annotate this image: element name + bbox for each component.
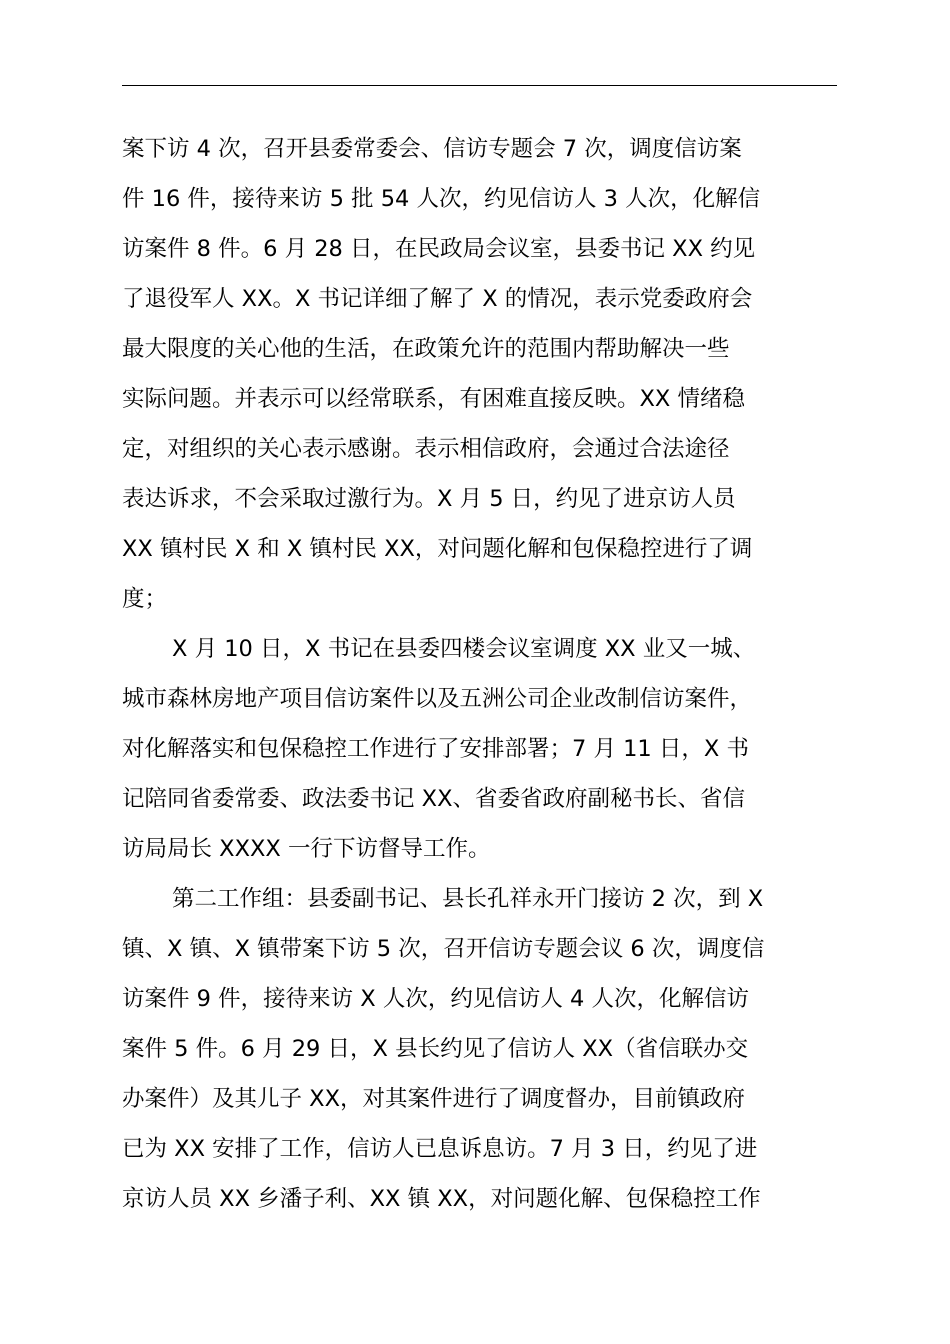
header-rule — [122, 85, 837, 86]
text-line-9: XX 镇村民 X 和 X 镇村民 XX，对问题化解和包保稳控进行了调 — [122, 536, 753, 562]
document-body — [122, 124, 862, 1224]
text-line-13: 对化解落实和包保稳控工作进行了安排部署；7 月 11 日，X 书 — [122, 736, 749, 762]
text-line-4: 了退役军人 XX。X 书记详细了解了 X 的情况，表示党委政府会 — [122, 286, 753, 312]
text-line-19: 案件 5 件。6 月 29 日，X 县长约见了信访人 XX（省信联办交 — [122, 1036, 749, 1062]
text-line-14: 记陪同省委常委、政法委书记 XX、省委省政府副秘书长、省信 — [122, 786, 745, 812]
text-line-5: 最大限度的关心他的生活，在政策允许的范围内帮助解决一些 — [122, 336, 730, 362]
text-line-11: X 月 10 日，X 书记在县委四楼会议室调度 XX 业又一城、 — [172, 636, 756, 662]
text-line-21: 已为 XX 安排了工作，信访人已息诉息访。7 月 3 日，约见了进 — [122, 1136, 758, 1162]
text-line-1: 案下访 4 次，召开县委常委会、信访专题会 7 次，调度信访案 — [122, 136, 742, 162]
text-line-17: 镇、X 镇、X 镇带案下访 5 次，召开信访专题会议 6 次，调度信 — [122, 936, 765, 962]
text-line-22: 京访人员 XX 乡潘子利、XX 镇 XX，对问题化解、包保稳控工作 — [122, 1186, 761, 1212]
text-line-16: 第二工作组：县委副书记、县长孔祥永开门接访 2 次，到 X — [172, 886, 764, 912]
text-line-15: 访局局长 XXXX 一行下访督导工作。 — [122, 836, 491, 862]
text-line-7: 定，对组织的关心表示感谢。表示相信政府，会通过合法途径 — [122, 436, 730, 462]
text-line-2: 件 16 件，接待来访 5 批 54 人次，约见信访人 3 人次，化解信 — [122, 186, 761, 212]
text-line-10: 度； — [122, 586, 168, 612]
text-line-3: 访案件 8 件。6 月 28 日，在民政局会议室，县委书记 XX 约见 — [122, 236, 756, 262]
text-line-20: 办案件）及其儿子 XX，对其案件进行了调度督办，目前镇政府 — [122, 1086, 745, 1112]
text-line-18: 访案件 9 件，接待来访 X 人次，约见信访人 4 人次，化解信访 — [122, 986, 749, 1012]
text-line-6: 实际问题。并表示可以经常联系，有困难直接反映。XX 情绪稳 — [122, 386, 745, 412]
text-line-8: 表达诉求，不会采取过激行为。X 月 5 日，约见了进京访人员 — [122, 486, 736, 512]
text-line-12: 城市森林房地产项目信访案件以及五洲公司企业改制信访案件， — [122, 686, 753, 712]
